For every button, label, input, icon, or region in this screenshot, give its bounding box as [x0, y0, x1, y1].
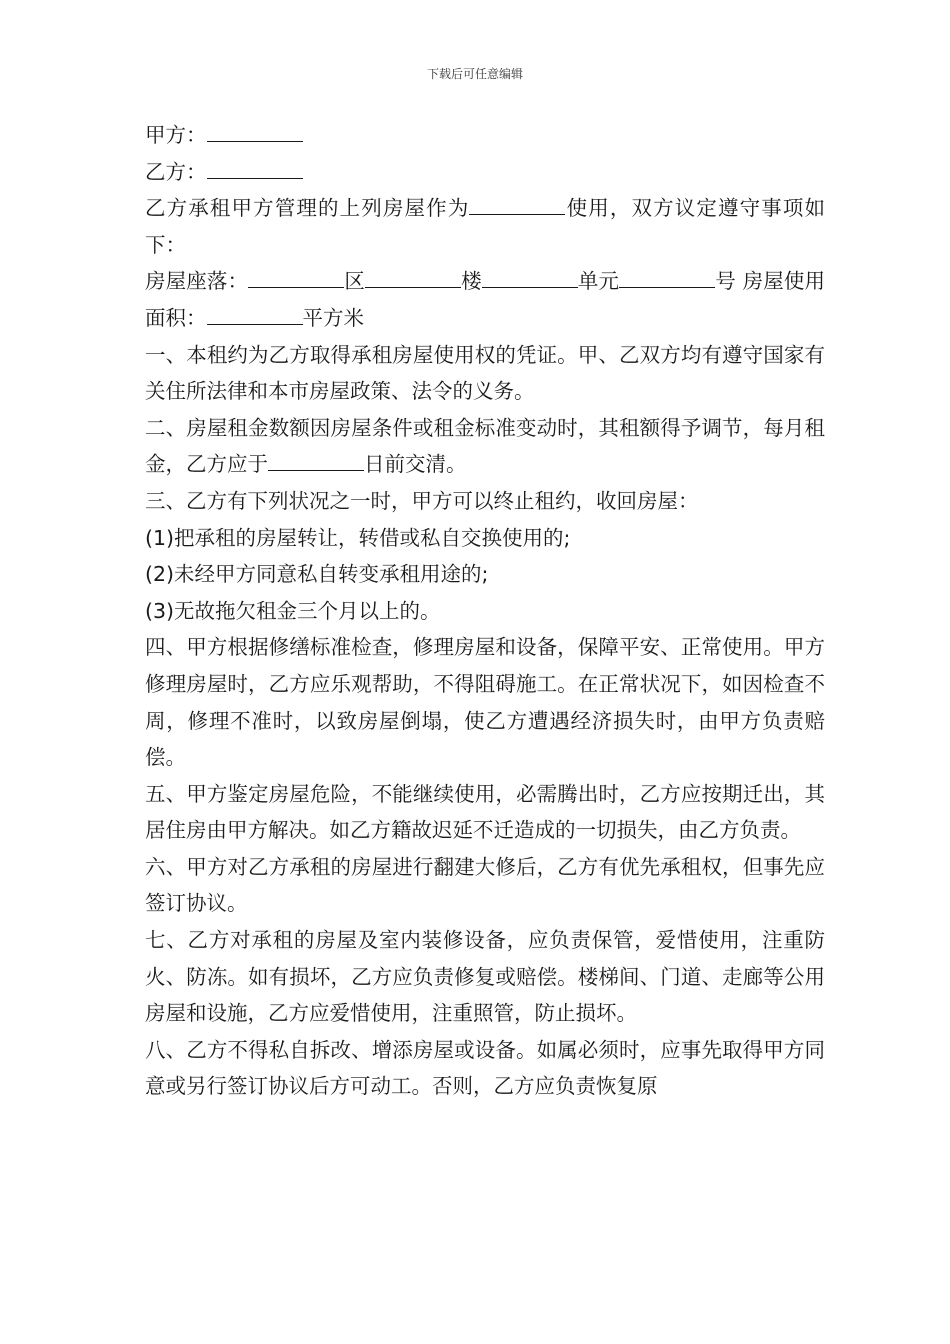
party-a-label: 甲方： [145, 123, 207, 147]
clause-2 [145, 410, 825, 483]
intro-pre: 乙方承租甲方管理的上列房屋作为 [145, 196, 470, 221]
clause-1: 一、本租约为乙方取得承租房屋使用权的凭证。甲、乙双方均有遵守国家有关住所法律和本市房屋政策、法令的义务。 [145, 342, 825, 404]
building-blank[interactable] [365, 263, 461, 288]
contract-body [145, 117, 825, 1105]
page-header: 下载后可任意编辑 [426, 67, 523, 81]
intro-paragraph [145, 190, 825, 263]
district-blank[interactable] [248, 263, 344, 288]
rent-date-blank[interactable] [268, 446, 364, 471]
clause-2-pre: 二、房屋租金数额因房屋条件或租金标准变动时，其租额得予调节，每月租金，乙方应于 [145, 415, 825, 477]
district-label: 区 [344, 269, 365, 294]
clause-5: 五、甲方鉴定房屋危险，不能继续使用，必需腾出时，乙方应按期迁出，其居住房由甲方解决。如乙方籍故迟延不迁造成的一切损失，由乙方负责。 [145, 781, 825, 843]
building-label: 楼 [460, 269, 482, 294]
number-label: 号 [715, 269, 736, 294]
party-b-label: 乙方： [145, 159, 207, 184]
clause-7: 七、乙方对承租的房屋及室内装修设备，应负责保管，爱惜使用，注重防火、防冻。如有损坏，乙方应负责修复或赔偿。楼梯间、门道、走廊等公用房屋和设施，乙方应爱惜使用，注重照管，防止损坏。 [145, 928, 825, 1026]
number-blank[interactable] [619, 263, 715, 288]
clause-8: 八、乙方不得私自拆改、增添房屋或设备。如属必须时，应事先取得甲方同意或另行签订协议后方可动工。否则，乙方应负责恢复原 [145, 1037, 825, 1099]
area-label: 房屋使用面积： [145, 269, 826, 330]
unit-blank[interactable] [482, 263, 578, 288]
intro-post: 使用，双方议定遵守事项如下： [145, 196, 826, 257]
clause-3-item-3: (3)无故拖欠租金三个月以上的。 [145, 598, 441, 623]
clause-3-item-2: (2)未经甲方同意私自转变承租用途的; [145, 562, 489, 587]
clause-2-post: 日前交清。 [364, 452, 467, 477]
clause-3-item-1: (1)把承租的房屋转让，转借或私自交换使用的; [145, 525, 571, 550]
house-info-paragraph [145, 263, 825, 336]
usage-blank[interactable] [469, 190, 565, 215]
unit-label: 单元 [577, 269, 620, 294]
clause-4: 四、甲方根据修缮标准检查，修理房屋和设备，保障平安、正常使用。甲方修理房屋时，乙方应乐观帮助，不得阻碍施工。在正常状况下，如因检查不周，修理不准时，以致房屋倒塌，使乙方遭遇经济损失时，由甲方负责赔偿。 [145, 635, 825, 770]
clause-3: 三、乙方有下列状况之一时，甲方可以终止租约，收回房屋： [145, 488, 699, 513]
location-label: 房屋座落： [145, 269, 249, 294]
party-a-line [145, 117, 825, 154]
party-b-line [145, 154, 825, 191]
party-b-blank[interactable] [207, 154, 303, 179]
area-unit: 平方米 [302, 305, 364, 330]
clause-6: 六、甲方对乙方承租的房屋进行翻建大修后，乙方有优先承租权，但事先应签订协议。 [145, 854, 825, 916]
area-blank[interactable] [207, 300, 303, 325]
party-a-blank[interactable] [207, 117, 303, 142]
